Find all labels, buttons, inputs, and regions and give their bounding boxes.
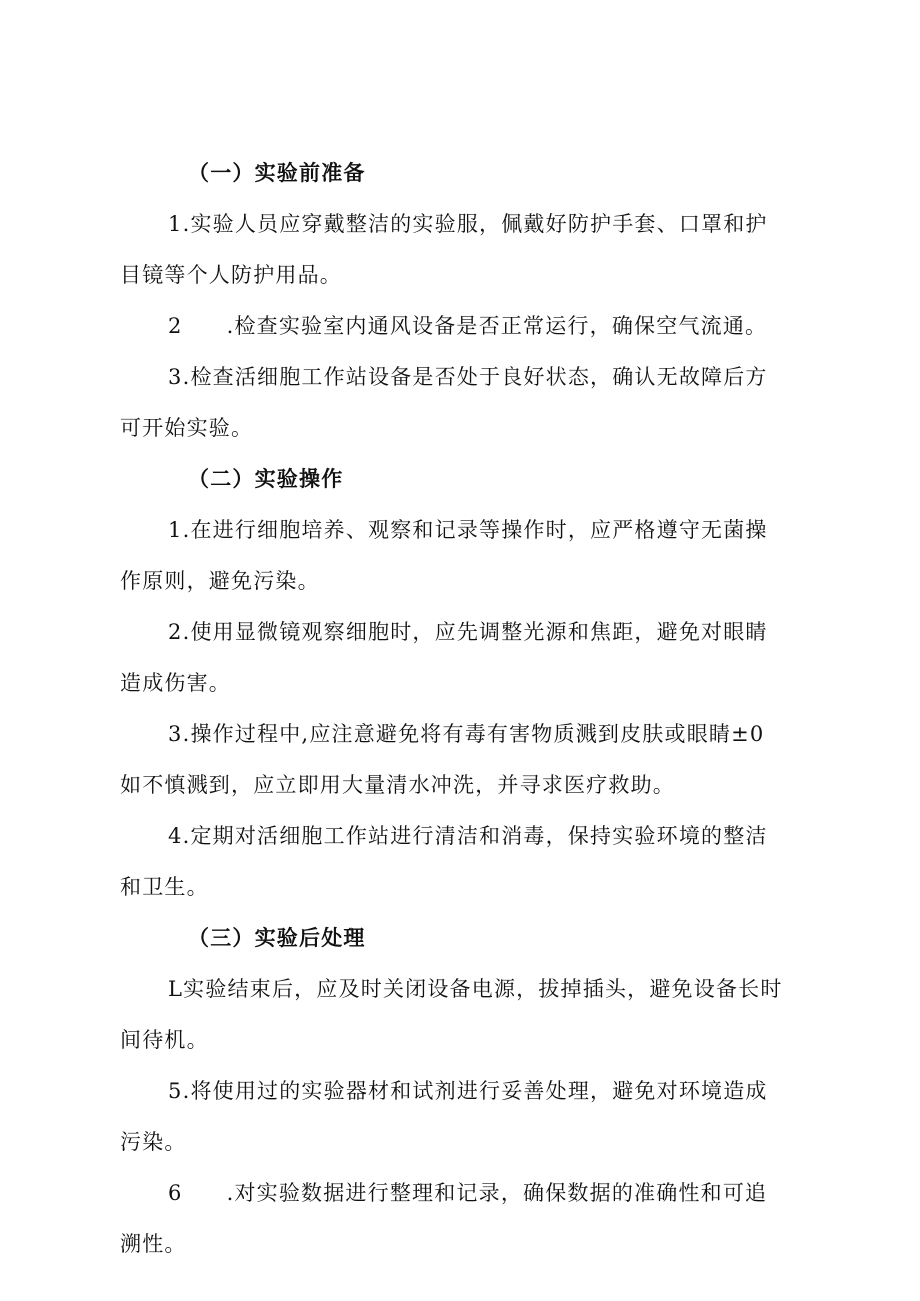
list-item-line (120, 964, 820, 1015)
item-text: .检查活细胞工作站设备是否处于良好状态，确认无故障后方 (182, 365, 768, 389)
document-body (120, 148, 820, 1270)
section-heading: （二）实验操作 (188, 467, 344, 491)
item-text: 实验结束后，应及时关闭设备电源，拔掉插头，避免设备长时 (183, 977, 783, 1001)
item-text: .定期对活细胞工作站进行清洁和消毒，保持实验环境的整洁 (182, 824, 768, 848)
item-text: .使用显微镜观察细胞时，应先调整光源和焦距，避免对眼睛 (182, 620, 768, 644)
list-item-line (120, 811, 820, 862)
item-text: .检查实验室内通风设备是否正常运行，确保空气流通。 (226, 314, 768, 338)
list-item-continuation: 目镜等个人防护用品。 (120, 263, 342, 287)
item-text: .对实验数据进行整理和记录，确保数据的准确性和可追 (226, 1181, 768, 1205)
item-number: 4 (168, 824, 183, 848)
item-text: .操作过程中,应注意避免将有毒有害物质溅到皮肤或眼睛±0 (182, 722, 765, 746)
item-number: 3 (168, 365, 183, 389)
item-number: 5 (168, 1079, 183, 1103)
list-item-line (120, 709, 820, 760)
list-item-continuation: 间待机。 (120, 1028, 209, 1052)
item-number: 1 (168, 212, 183, 236)
list-item-continuation: 污染。 (120, 1130, 187, 1154)
item-text: .将使用过的实验器材和试剂进行妥善处理，避免对环境造成 (182, 1079, 768, 1103)
item-text: .实验人员应穿戴整洁的实验服，佩戴好防护手套、口罩和护 (182, 212, 768, 236)
item-number: 2 (168, 314, 183, 338)
list-item-continuation: 可开始实验。 (120, 416, 254, 440)
list-item-line (120, 1168, 820, 1219)
item-number: 6 (168, 1181, 183, 1205)
item-number: 1 (168, 518, 183, 542)
section-heading: （一）实验前准备 (188, 161, 366, 185)
list-item-line (120, 505, 820, 556)
list-item-continuation: 如不慎溅到，应立即用大量清水冲洗，并寻求医疗救助。 (120, 773, 675, 797)
list-item-continuation: 和卫生。 (120, 875, 209, 899)
list-item-continuation: 溯性。 (120, 1232, 187, 1256)
list-item-line (120, 301, 820, 352)
item-number: 3 (168, 722, 183, 746)
list-item-line (120, 607, 820, 658)
item-number: L (168, 977, 184, 1001)
list-item-continuation: 造成伤害。 (120, 671, 231, 695)
list-item-line (120, 352, 820, 403)
item-number: 2 (168, 620, 183, 644)
section-heading: （三）实验后处理 (188, 926, 366, 950)
list-item-line (120, 199, 820, 250)
list-item-line (120, 1066, 820, 1117)
list-item-continuation: 作原则，避免污染。 (120, 569, 320, 593)
item-text: .在进行细胞培养、观察和记录等操作时，应严格遵守无菌操 (182, 518, 768, 542)
